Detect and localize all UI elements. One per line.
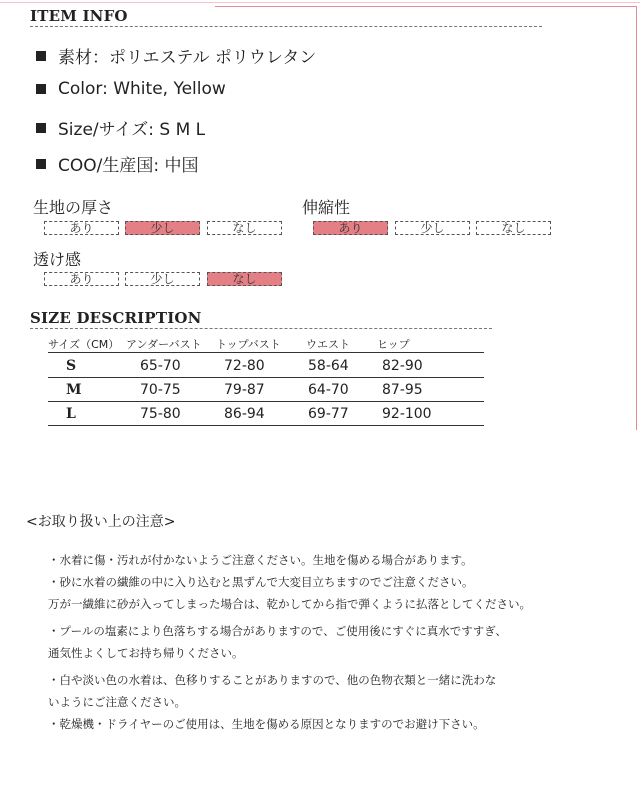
stretch-option-ari: あり — [313, 221, 388, 235]
stretch-option-sukoshi: 少し — [395, 221, 470, 235]
size-cell: S — [66, 358, 77, 374]
waist-cell: 69-77 — [308, 406, 349, 422]
stretch-label: 伸縮性 — [302, 198, 351, 217]
frame-pink-right — [636, 6, 637, 430]
sheer-option-ari: あり — [44, 272, 119, 286]
stretch-option-nashi: なし — [476, 221, 551, 235]
info-item-text: Size/サイズ: S M L — [58, 120, 206, 140]
info-item-coo — [36, 151, 199, 176]
care-line: いようにご注意ください。 — [48, 695, 186, 709]
care-line: ・水着に傷・汚れが付かないようご注意ください。生地を傷める場合があります。 — [48, 553, 473, 567]
thickness-option-sukoshi: 少し — [125, 221, 200, 235]
thickness-option-nashi: なし — [207, 221, 282, 235]
hip-cell: 87-95 — [382, 382, 423, 398]
care-line: 通気性よくしてお持ち帰りください。 — [48, 646, 244, 660]
bullet-icon — [36, 51, 46, 61]
care-line: ・乾燥機・ドライヤーのご使用は、生地を傷める原因となりますのでお避け下さい。 — [48, 717, 485, 731]
info-item-text: Color: White, Yellow — [58, 79, 226, 99]
care-line: ・砂に水着の繊維の中に入り込むと黒ずんで大変目立ちますのでご注意ください。 — [48, 575, 474, 589]
underbust-cell: 65-70 — [140, 358, 181, 374]
info-item-material — [36, 43, 316, 68]
size-cell: M — [66, 382, 82, 398]
size-description-heading: SIZE DESCRIPTION — [30, 309, 202, 327]
size-description-divider — [30, 328, 492, 329]
table-header-rule — [48, 352, 484, 353]
size-cell: L — [66, 406, 76, 422]
frame-top-line — [0, 2, 640, 3]
waist-cell: 58-64 — [308, 358, 349, 374]
info-item-size — [36, 115, 205, 140]
row-rule — [48, 425, 484, 426]
bullet-icon — [36, 123, 46, 133]
bullet-icon — [36, 159, 46, 169]
topbust-cell: 86-94 — [224, 406, 265, 422]
column-header-hip: ヒップ — [377, 338, 410, 351]
frame-pink-top — [215, 6, 637, 7]
hip-cell: 92-100 — [382, 406, 432, 422]
bullet-icon — [36, 84, 46, 94]
hip-cell: 82-90 — [382, 358, 423, 374]
row-rule — [48, 377, 484, 378]
care-line: 万が一繊維に砂が入ってしまった場合は、乾かしてから指で弾くように払落としてください。 — [48, 597, 531, 611]
item-info-heading: ITEM INFO — [30, 7, 128, 25]
column-header-size: サイズ（CM） — [48, 338, 120, 351]
column-header-topbust: トップバスト — [216, 338, 281, 351]
item-info-divider — [30, 26, 542, 27]
care-line: ・白や淡い色の水着は、色移りすることがありますので、他の色物衣類と一緒に洗わな — [48, 673, 497, 687]
info-item-text: COO/生産国: 中国 — [58, 156, 199, 176]
care-title: <お取り扱い上の注意> — [26, 514, 176, 530]
row-rule — [48, 401, 484, 402]
care-line: ・プールの塩素により色落ちする場合がありますので、ご使用後にすぐに真水ですすぎ、 — [48, 624, 507, 638]
waist-cell: 64-70 — [308, 382, 349, 398]
column-header-waist: ウエスト — [306, 338, 350, 351]
underbust-cell: 75-80 — [140, 406, 181, 422]
thickness-label: 生地の厚さ — [33, 198, 114, 217]
underbust-cell: 70-75 — [140, 382, 181, 398]
sheer-option-sukoshi: 少し — [125, 272, 200, 286]
info-item-text: 素材：ポリエステル ポリウレタン — [58, 48, 317, 68]
sheer-option-nashi: なし — [207, 272, 282, 286]
column-header-underbust: アンダーバスト — [126, 338, 202, 351]
sheer-label: 透け感 — [33, 250, 82, 269]
topbust-cell: 72-80 — [224, 358, 265, 374]
topbust-cell: 79-87 — [224, 382, 265, 398]
info-item-color — [36, 79, 226, 99]
thickness-option-ari: あり — [44, 221, 119, 235]
